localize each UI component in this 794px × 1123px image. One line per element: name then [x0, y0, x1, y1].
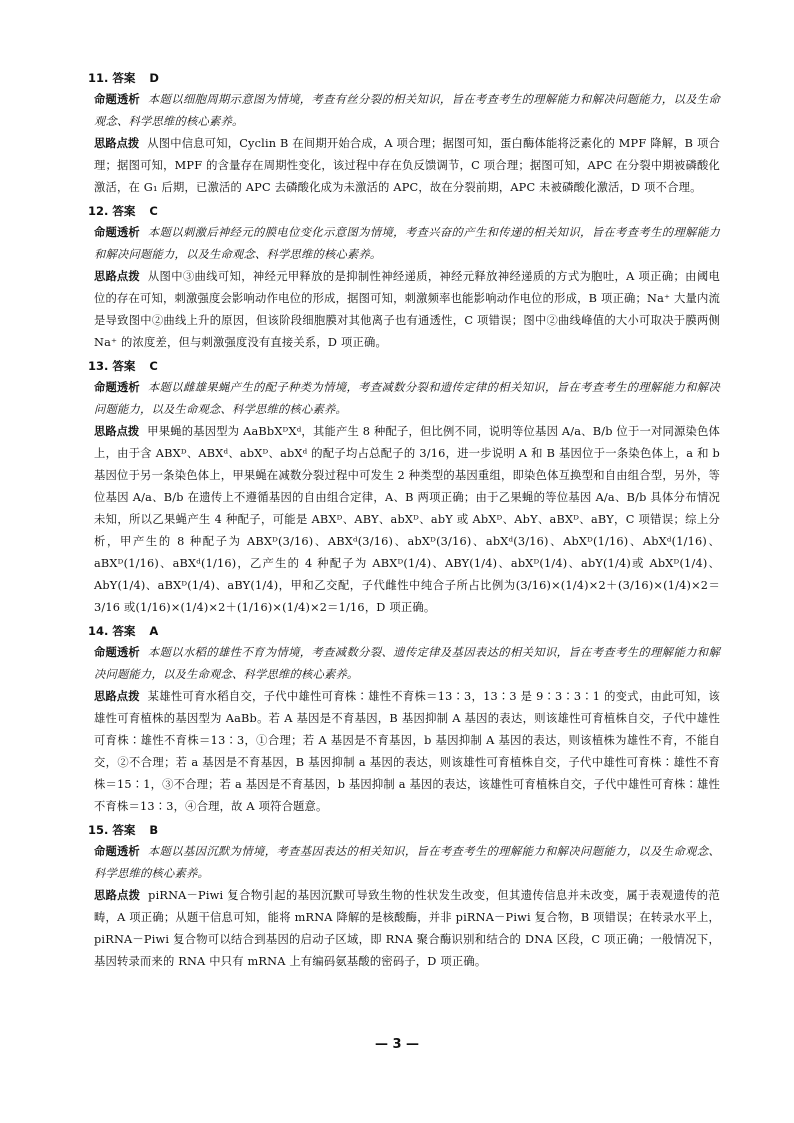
question-number: 12. 答案	[88, 204, 136, 218]
paragraph-text: 从图中信息可知，Cyclin B 在间期开始合成，A 项合理；据图可知，蛋白酶体能将泛素化的 MPF 降解，B 项合理；据图可知，MPF 的含量存在周期性变化，该过程中存在负反馈调节，C 项合理；据图可知，APC 在分裂中期被磷酸化激活，在 G₁ 后期，已激活的 APC 去磷酸化成为未激活的 APC，故在分裂前期，APC 未被磷酸化激活，D 项不合理。	[94, 137, 720, 194]
paragraph-label: 命题透析	[94, 381, 140, 394]
question-block	[88, 69, 720, 199]
explanation-paragraph	[88, 222, 720, 266]
explanation-paragraph	[88, 89, 720, 133]
explanation-paragraph	[88, 421, 720, 619]
question-heading	[88, 622, 720, 640]
answer-letter: D	[149, 71, 159, 85]
paragraph-label: 思路点拨	[94, 690, 140, 703]
question-heading	[88, 69, 720, 87]
question-number: 15. 答案	[88, 823, 136, 837]
paragraph-label: 命题透析	[94, 845, 140, 858]
question-block	[88, 821, 720, 973]
answer-letter: C	[149, 359, 158, 373]
question-block	[88, 622, 720, 818]
explanation-paragraph	[88, 377, 720, 421]
paragraph-text: 甲果蝇的基因型为 AaBbXᴰXᵈ，其能产生 8 种配子，但比例不同，说明等位基因 A/a、B/b 位于一对同源染色体上，由于含 ABXᴰ、ABXᵈ、abXᴰ、abXᵈ 的配子均占总配子的 3/16，进一步说明 A 和 B 基因位于一条染色体上，a 和 b 基因位于另一条染色体上，甲果蝇在减数分裂过程中可发生 2 种类型的基因重组，即染色体互换型和自由组合型，另外，等位基因 A/a、B/b 在遗传上不遵循基因的自由组合定律，A、B 两项正确；由于乙果蝇的等位基因 A/a、B/b 具体分布情况未知，所以乙果蝇产生 4 种配子，可能是 ABXᴰ、ABY、abXᴰ、abY 或 AbXᴰ、AbY、aBXᴰ、aBY，C 项错误；综上分析，甲产生的 8 种配子为 ABXᴰ(3/16)、ABXᵈ(3/16)、abXᴰ(3/16)、abXᵈ(3/16)、AbXᴰ(1/16)、AbXᵈ(1/16)、aBXᴰ(1/16)、aBXᵈ(1/16)，乙产生的 4 种配子为 ABXᴰ(1/4)、ABY(1/4)、abXᴰ(1/4)、abY(1/4)或 AbXᴰ(1/4)、AbY(1/4)、aBXᴰ(1/4)、aBY(1/4)，甲和乙交配，子代雌性中纯合子所占比例为(3/16)×(1/4)×2＋(3/16)×(1/4)×2＝3/16 或(1/16)×(1/4)×2＋(1/16)×(1/4)×2＝1/16，D 项正确。	[94, 425, 720, 614]
explanation-paragraph	[88, 266, 720, 354]
paragraph-label: 命题透析	[94, 646, 140, 659]
explanation-paragraph	[88, 841, 720, 885]
question-number: 11. 答案	[88, 71, 136, 85]
question-heading	[88, 357, 720, 375]
answer-letter: A	[149, 624, 159, 638]
paragraph-text: piRNA－Piwi 复合物引起的基因沉默可导致生物的性状发生改变，但其遗传信息并未改变，属于表观遗传的范畴，A 项正确；从题干信息可知，能将 mRNA 降解的是核酸酶，并非 piRNA－Piwi 复合物，B 项错误；在转录水平上，piRNA－Piwi 复合物可以结合到基因的启动子区域，即 RNA 聚合酶识别和结合的 DNA 区段，C 项正确；一般情况下，基因转录而来的 RNA 中只有 mRNA 上有编码氨基酸的密码子，D 项正确。	[94, 889, 720, 968]
paragraph-text: 本题以雌雄果蝇产生的配子种类为情境，考查减数分裂和遗传定律的相关知识，旨在考查考生的理解能力和解决问题能力，以及生命观念、科学思维的核心素养。	[94, 381, 720, 416]
paragraph-text: 本题以刺激后神经元的膜电位变化示意图为情境，考查兴奋的产生和传递的相关知识，旨在考查考生的理解能力和解决问题能力，以及生命观念、科学思维的核心素养。	[94, 226, 720, 261]
paragraph-label: 思路点拨	[94, 425, 140, 438]
paragraph-label: 命题透析	[94, 226, 140, 239]
answer-document	[88, 66, 720, 973]
explanation-paragraph	[88, 885, 720, 973]
explanation-paragraph	[88, 642, 720, 686]
question-heading	[88, 202, 720, 220]
paragraph-label: 思路点拨	[94, 270, 140, 283]
question-number: 13. 答案	[88, 359, 136, 373]
paragraph-text: 本题以细胞周期示意图为情境，考查有丝分裂的相关知识，旨在考查考生的理解能力和解决问题能力，以及生命观念、科学思维的核心素养。	[94, 93, 720, 128]
paragraph-text: 从图中③曲线可知，神经元甲释放的是抑制性神经递质，神经元释放神经递质的方式为胞吐，A 项正确；由阈电位的存在可知，刺激强度会影响动作电位的形成，据图可知，刺激频率也能影响动作电位的形成，B 项正确；Na⁺ 大量内流是导致图中②曲线上升的原因，但该阶段细胞膜对其他离子也有通透性，C 项错误；图中②曲线峰值的大小可取决于膜两侧 Na⁺ 的浓度差，但与刺激强度没有直接关系，D 项正确。	[94, 270, 720, 349]
question-block	[88, 202, 720, 354]
paragraph-label: 思路点拨	[94, 889, 141, 902]
question-heading	[88, 821, 720, 839]
answer-letter: C	[149, 204, 158, 218]
page-number: — 3 —	[374, 1037, 420, 1052]
question-block	[88, 357, 720, 619]
paragraph-text: 某雄性可育水稻自交，子代中雄性可育株∶雄性不育株＝13∶3，13∶3 是 9∶3∶3∶1 的变式，由此可知，该雄性可育植株的基因型为 AaBb。若 A 基因是不育基因，B 基因抑制 A 基因的表达，则该雄性可育植株自交，子代中雄性可育株∶雄性不育株＝13∶3，①合理；若 A 基因是不育基因，b 基因抑制 A 基因的表达，则该植株为雄性不育，不能自交，②不合理；若 a 基因是不育基因，B 基因抑制 a 基因的表达，则该雄性可育植株自交，子代中雄性可育株∶雄性不育株＝15∶1，③不合理；若 a 基因是不育基因，b 基因抑制 a 基因的表达，该雄性可育植株自交，子代中雄性可育株∶雄性不育株＝13∶3，④合理，故 A 项符合题意。	[94, 690, 720, 813]
paragraph-label: 思路点拨	[94, 137, 140, 150]
explanation-paragraph	[88, 686, 720, 818]
answer-letter: B	[149, 823, 159, 837]
explanation-paragraph	[88, 133, 720, 199]
paragraph-text: 本题以基因沉默为情境，考查基因表达的相关知识，旨在考查考生的理解能力和解决问题能力，以及生命观念、科学思维的核心素养。	[94, 845, 720, 880]
paragraph-label: 命题透析	[94, 93, 140, 106]
paragraph-text: 本题以水稻的雄性不育为情境，考查减数分裂、遗传定律及基因表达的相关知识，旨在考查考生的理解能力和解决问题能力，以及生命观念、科学思维的核心素养。	[94, 646, 720, 681]
question-number: 14. 答案	[88, 624, 136, 638]
